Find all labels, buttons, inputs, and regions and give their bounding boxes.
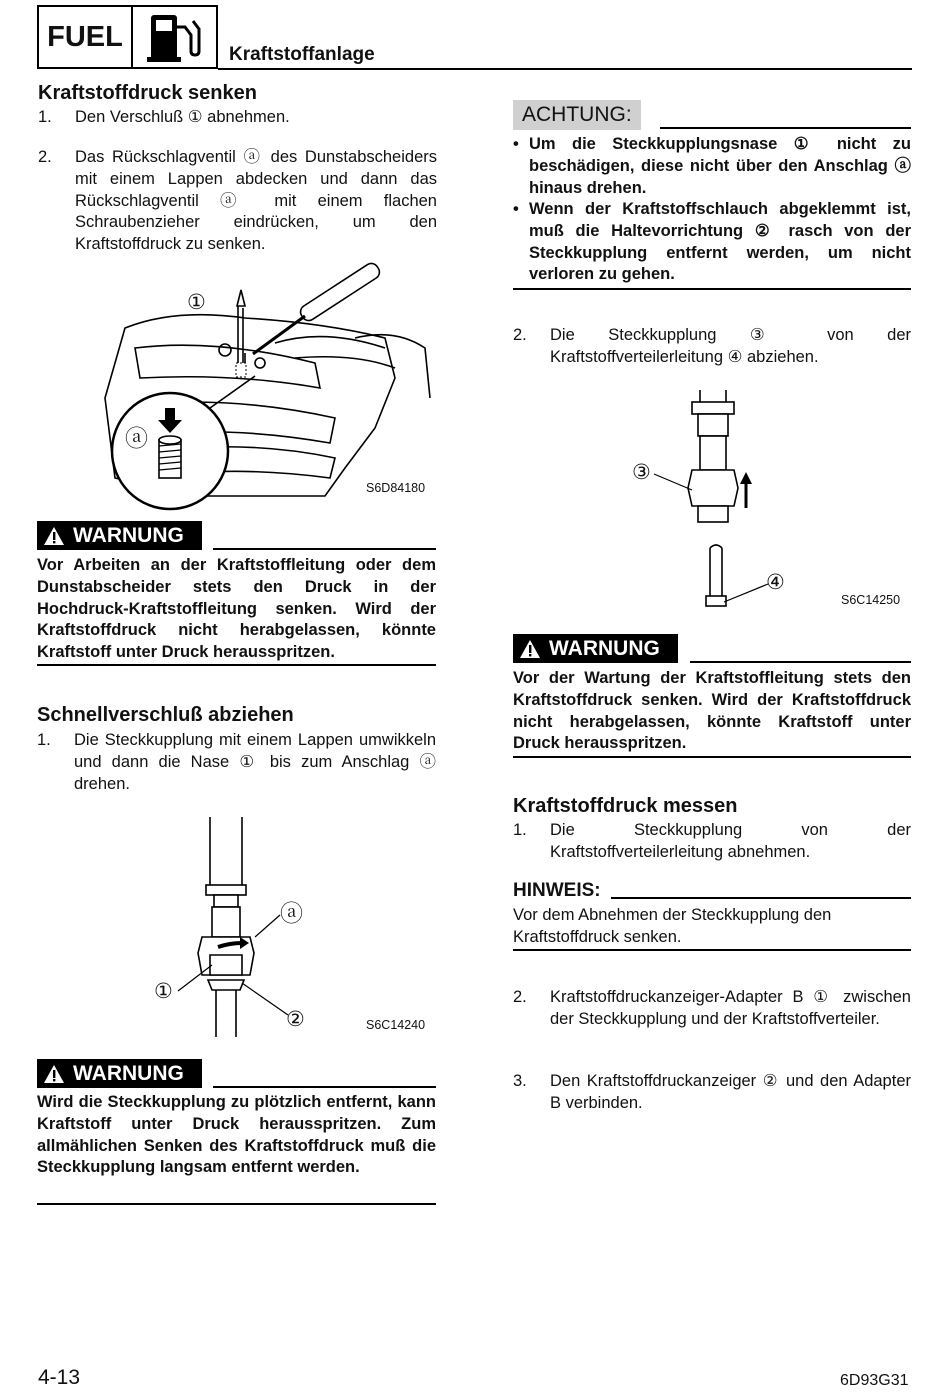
warning-rule bbox=[213, 1086, 436, 1088]
list-item: • Wenn der Kraftstoffschlauch abgeklemmt ist, muß die Haltevorrichtung ② rasch von der Steckkupplung entfernt werden, um nicht verloren zu gehen. bbox=[513, 199, 911, 287]
warning-label: WARNUNG bbox=[73, 524, 184, 547]
list-item bbox=[38, 107, 438, 129]
section-tab bbox=[37, 5, 218, 69]
fuel-pump-icon bbox=[133, 7, 216, 67]
list-item: • Um die Steckkupplungsnase ① nicht zu beschädigen, diese nicht über den Anschlag ⓐ hinaus drehen. bbox=[513, 134, 911, 200]
step-text: Die Steckkupplung von der Kraftstoffverteilerleitung abnehmen. bbox=[550, 821, 911, 861]
warning-triangle-icon bbox=[43, 526, 65, 546]
note-label: HINWEIS: bbox=[513, 880, 601, 901]
step-number: 1. bbox=[513, 821, 527, 839]
figure-quick-coupling bbox=[150, 815, 440, 1040]
warning-rule bbox=[690, 661, 911, 663]
callout-1: ① bbox=[187, 291, 206, 314]
warning-end-rule bbox=[37, 1203, 436, 1205]
note-text: Vor dem Abnehmen der Steckkupplung den Kraftstoffdruck senken. bbox=[513, 906, 832, 946]
step-text: Die Steckkupplung mit einem Lappen umwikkeln und dann die Nase ① bis zum Anschlag ⓐ drehen. bbox=[74, 731, 436, 793]
step-text: Das Rückschlagventil ⓐ des Dunstabscheiders mit einem Lappen abdecken und dann das Rückschlagventil ⓐ mit einem flachen Schraubenzieher eindrücken, um den Kraftstoffdruck zu senken. bbox=[75, 148, 437, 254]
page-number: 4-13 bbox=[38, 1366, 81, 1389]
step-text: Den Verschluß ① abnehmen. bbox=[75, 108, 290, 126]
figure-fuel-rail bbox=[630, 388, 910, 613]
figure-engine-valve bbox=[95, 268, 440, 503]
list-item bbox=[513, 820, 911, 864]
caution-label: ACHTUNG: bbox=[513, 100, 641, 130]
heading-schnellverschluss: Schnellverschluß abziehen bbox=[37, 704, 294, 726]
warning-text: Wird die Steckkupplung zu plötzlich entfernt, kann Kraftstoff unter Druck herausspritzen. Zum allmählichen Senken des Kraftstoffdruck muß die Steckkupplung langsam entfernt werden. bbox=[37, 1093, 436, 1177]
step-number: 1. bbox=[37, 731, 51, 749]
step-number: 2. bbox=[38, 148, 52, 166]
step-number: 2. bbox=[513, 988, 527, 1006]
callout-a: ⓐ bbox=[125, 425, 148, 451]
callout-4: ④ bbox=[766, 571, 785, 594]
section-code: FUEL bbox=[39, 7, 133, 67]
caution-rule bbox=[660, 127, 911, 129]
list-item bbox=[513, 987, 911, 1053]
screwdriver-icon bbox=[253, 261, 382, 354]
list-item bbox=[513, 325, 911, 369]
figure-caption: S6C14250 bbox=[841, 593, 901, 607]
heading-kraftstoffdruck-messen: Kraftstoffdruck messen bbox=[513, 795, 738, 817]
warning-rule bbox=[213, 548, 436, 550]
warning-end-rule bbox=[513, 756, 911, 758]
warning-badge bbox=[37, 521, 202, 550]
list-item bbox=[37, 730, 437, 796]
note-end-rule bbox=[513, 949, 911, 951]
chapter-title: Kraftstoffanlage bbox=[229, 44, 375, 65]
list-item bbox=[38, 147, 438, 257]
step-number: 2. bbox=[513, 326, 527, 344]
step-number: 3. bbox=[513, 1072, 527, 1090]
header-rule bbox=[218, 68, 912, 70]
callout-1: ① bbox=[154, 980, 173, 1003]
step-text: Den Kraftstoffdruckanzeiger ② und den Adapter B verbinden. bbox=[550, 1072, 911, 1112]
note-rule bbox=[611, 897, 911, 899]
warning-triangle-icon bbox=[519, 639, 541, 659]
warning-label: WARNUNG bbox=[549, 637, 660, 660]
step-number: 1. bbox=[38, 108, 52, 126]
warning-triangle-icon bbox=[43, 1064, 65, 1084]
caution-end-rule bbox=[513, 288, 911, 290]
step-text: Kraftstoffdruckanzeiger-Adapter B ① zwischen der Steckkupplung und der Kraftstoffverteiler. bbox=[550, 988, 911, 1028]
engine-illustration bbox=[95, 268, 440, 503]
figure-caption: S6C14240 bbox=[366, 1018, 426, 1032]
warning-badge bbox=[513, 634, 678, 663]
callout-3: ③ bbox=[632, 461, 651, 484]
heading-kraftstoffdruck-senken: Kraftstoffdruck senken bbox=[38, 82, 257, 104]
warning-text: Vor Arbeiten an der Kraftstoffleitung oder dem Dunstabscheider stets den Druck in der Hochdruck-Kraftstoffleitung senken. Wird der Kraftstoffdruck nicht herabgelassen, könnte Kraftstoff unter Druck herausspritzen. bbox=[37, 556, 436, 662]
warning-badge bbox=[37, 1059, 202, 1088]
callout-a: ⓐ bbox=[280, 900, 303, 926]
bullet-text: Um die Steckkupplungsnase ① nicht zu beschädigen, diese nicht über den Anschlag ⓐ hinaus drehen. bbox=[529, 135, 911, 197]
document-code: 6D93G31 bbox=[840, 1372, 909, 1389]
figure-caption: S6D84180 bbox=[366, 481, 426, 495]
callout-2: ② bbox=[286, 1008, 305, 1031]
warning-end-rule bbox=[37, 664, 436, 666]
warning-label: WARNUNG bbox=[73, 1062, 184, 1085]
bullet-text: Wenn der Kraftstoffschlauch abgeklemmt ist, muß die Haltevorrichtung ② rasch von der Steckkupplung entfernt werden, um nicht verloren zu gehen. bbox=[529, 200, 911, 284]
warning-text: Vor der Wartung der Kraftstoffleitung stets den Kraftstoffdruck senken. Wird der Kraftstoffdruck nicht herabgelassen, könnte Kraftstoff unter Druck herausspritzen. bbox=[513, 669, 911, 753]
list-item bbox=[513, 1071, 911, 1115]
step-text: Die Steckkupplung ③ von der Kraftstoffverteilerleitung ④ abziehen. bbox=[550, 326, 911, 366]
